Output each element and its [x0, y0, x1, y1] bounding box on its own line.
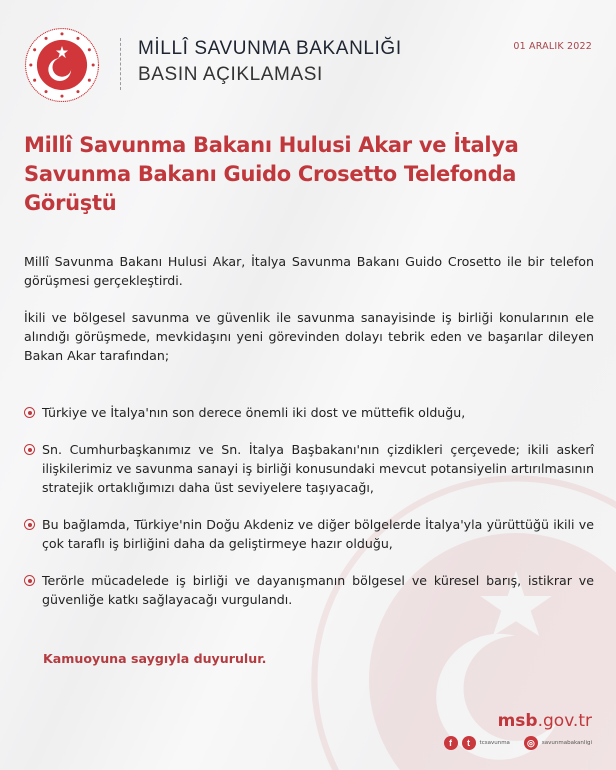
bullet-target-icon [24, 407, 35, 418]
facebook-icon[interactable]: f [444, 736, 458, 750]
header-divider [120, 38, 121, 90]
website-domain-bold: msb [497, 711, 538, 731]
ministry-emblem-logo [24, 27, 100, 103]
bullet-target-icon [24, 519, 35, 530]
list-item [24, 440, 594, 497]
bullet-target-icon [24, 444, 35, 455]
instagram-icon[interactable]: ◎ [524, 736, 538, 750]
list-item-text: Sn. Cumhurbaşkanımız ve Sn. İtalya Başbakanı'nın çizdikleri çerçevede; ikili askerî ilişkilerimiz ve savunma sanayi iş birliği konusundaki mevcut potansiyelin artırılmasının stratejik ortaklığımızı daha üst seviyelere taşıyacağı, [42, 442, 594, 495]
list-item [24, 403, 594, 422]
statement-list [24, 403, 594, 627]
press-release-title: Millî Savunma Bakanı Hulusi Akar ve İtalya Savunma Bakanı Guido Crosetto Telefonda Görüştü [24, 133, 519, 215]
organization-name: MİLLÎ SAVUNMA BAKANLIĞI [138, 38, 402, 59]
list-item [24, 515, 594, 553]
press-release-body [24, 252, 594, 383]
list-item-text: Terörle mücadelede iş birliği ve dayanışmanın bölgesel ve küresel barış, istikrar ve güvenliğe katkı sağlayacağı vurgulandı. [42, 573, 594, 607]
header [0, 0, 616, 110]
list-item-text: Bu bağlamda, Türkiye'nin Doğu Akdeniz ve diğer bölgelerde İtalya'yla yürüttüğü ikili ve çok taraflı iş birliğini daha da geliştirmeye hazır olduğu, [42, 517, 594, 551]
website-domain-suffix: .gov.tr [537, 711, 592, 731]
social-links [444, 736, 592, 750]
website-link[interactable] [498, 711, 592, 731]
release-date: 01 ARALIK 2022 [513, 41, 592, 52]
document-type: BASIN AÇIKLAMASI [138, 64, 323, 85]
paragraph-intro: Millî Savunma Bakanı Hulusi Akar, İtalya Savunma Bakanı Guido Crosetto ile bir telefon görüşmesi gerçekleştirdi. [24, 254, 594, 288]
bullet-target-icon [24, 575, 35, 586]
list-item-text: Türkiye ve İtalya'nın son derece önemli iki dost ve müttefik olduğu, [42, 405, 466, 420]
closing-statement: Kamuoyuna saygıyla duyurulur. [43, 651, 267, 666]
twitter-icon[interactable]: t [462, 736, 476, 750]
paragraph-context: İkili ve bölgesel savunma ve güvenlik ile savunma sanayisinde iş birliği konularının ele alındığı görüşmede, mevkidaşını yeni görevinden dolayı tebrik eden ve başarılar dileyen Bakan Akar tarafından; [24, 310, 594, 363]
list-item [24, 571, 594, 609]
social-handle-instagram[interactable]: savunmabakanligi [541, 740, 592, 746]
social-handle-twitter[interactable]: tcsavunma [479, 740, 510, 746]
